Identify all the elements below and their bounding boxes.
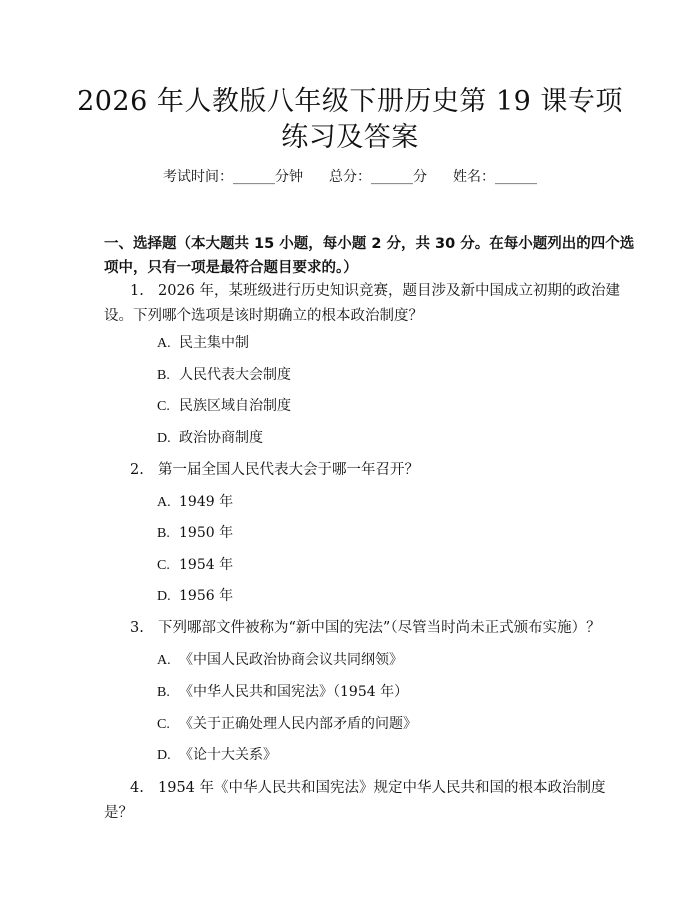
question-number: 2.	[130, 462, 144, 478]
option-text: 民族区域自治制度	[179, 398, 291, 414]
question-text-line-2: 是？	[104, 805, 133, 821]
question-2	[104, 458, 604, 483]
option-a	[157, 492, 233, 513]
question-1	[104, 279, 621, 329]
option-letter: C.	[157, 558, 170, 573]
question-text-line-1: 下列哪部文件被称为“新中国的宪法”（尽管当时尚未正式颁布实施）？	[158, 620, 601, 636]
option-text: 1950 年	[179, 525, 234, 541]
score-label: 总分：	[329, 169, 371, 185]
page-title-line-2: 练习及答案	[281, 122, 419, 153]
option-letter: D.	[157, 589, 171, 604]
question-text-line-1: 1954 年《中华人民共和国宪法》规定中华人民共和国的根本政治制度	[158, 780, 606, 796]
option-text: 1949 年	[179, 494, 234, 510]
score-unit: 分	[413, 169, 427, 185]
option-letter: D.	[157, 748, 171, 763]
option-letter: C.	[157, 399, 170, 414]
option-text: 政治协商制度	[179, 430, 263, 446]
option-letter: D.	[157, 431, 171, 446]
option-letter: A.	[157, 653, 171, 668]
name-label: 姓名：	[453, 169, 495, 185]
option-letter: B.	[157, 526, 170, 541]
option-a	[157, 650, 403, 671]
score-blank: ______	[371, 169, 413, 185]
time-label: 考试时间：	[163, 169, 233, 185]
question-text-line-1: 第一届全国人民代表大会于哪一年召开？	[158, 462, 419, 478]
option-letter: B.	[157, 368, 170, 383]
time-unit: 分钟	[275, 169, 303, 185]
option-letter: A.	[157, 495, 171, 510]
option-letter: C.	[157, 717, 170, 732]
option-text: 民主集中制	[179, 335, 249, 351]
question-number: 1.	[130, 283, 144, 299]
option-d	[157, 745, 277, 766]
question-3	[104, 616, 604, 641]
option-c	[157, 396, 291, 417]
exam-meta	[0, 167, 700, 187]
option-text: 人民代表大会制度	[179, 367, 291, 383]
option-b	[157, 682, 408, 703]
option-text: 《中华人民共和国宪法》（1954 年）	[179, 684, 409, 700]
option-b	[157, 365, 291, 386]
question-text-line-1: 2026 年，某班级进行历史知识竞赛，题目涉及新中国成立初期的政治建	[158, 283, 621, 299]
name-blank: ______	[495, 169, 537, 185]
option-letter: A.	[157, 336, 171, 351]
question-4	[104, 776, 604, 826]
option-d	[157, 586, 233, 607]
question-number: 3.	[130, 620, 144, 636]
option-text: 《论十大关系》	[179, 747, 277, 763]
option-c	[157, 555, 233, 576]
option-d	[157, 428, 263, 449]
option-text: 《关于正确处理人民内部矛盾的问题》	[179, 716, 417, 732]
section-heading	[104, 232, 635, 280]
section-heading-line-1: 一、选择题（本大题共 15 小题，每小题 2 分，共 30 分。在每小题列出的四个选	[104, 236, 635, 252]
section-heading-line-2: 项中，只有一项是最符合题目要求的。）	[104, 260, 358, 276]
question-text-line-2: 设。下列哪个选项是该时期确立的根本政治制度？	[104, 308, 423, 324]
option-b	[157, 523, 233, 544]
option-a	[157, 333, 249, 354]
time-blank: ______	[233, 169, 275, 185]
option-text: 1956 年	[179, 588, 234, 604]
option-text: 《中国人民政治协商会议共同纲领》	[179, 652, 403, 668]
question-number: 4.	[130, 780, 144, 796]
option-letter: B.	[157, 685, 170, 700]
option-text: 1954 年	[179, 557, 234, 573]
page-title-line-1: 2026 年人教版八年级下册历史第 19 课专项	[77, 86, 623, 117]
option-c	[157, 714, 417, 735]
